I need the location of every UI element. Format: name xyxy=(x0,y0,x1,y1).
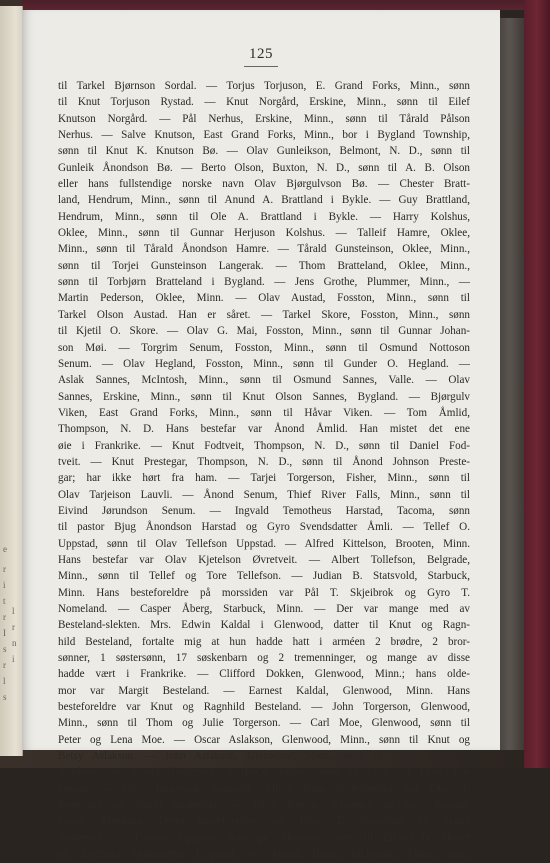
text-line: son Møi. — Torgrim Senum, Fosston, Minn., sønn til Osmund Nottoson xyxy=(58,341,470,354)
text-line: og Ingeborg Vellesdatter Uppstad. — Ånond Helle, McIntosh, Minn., sønn xyxy=(58,848,470,861)
left-margin-char: l xyxy=(3,676,6,686)
left-margin-char: i xyxy=(3,580,6,590)
text-line: sønner, 1 søstersønn, 17 søskenbarn og 2 tremenninger, og mange av disse xyxy=(58,652,470,665)
text-line: Eivind Jørundson Senum. — Ingvald Temotheus Harstad, Tacoma, sønn xyxy=(58,504,470,517)
left-margin-char: e xyxy=(3,544,7,554)
left-margin-char: r xyxy=(3,612,6,622)
text-line: Aslak Sannes, McIntosh, Minn., sønn til Osmund Sannes, Valle. — Olav xyxy=(58,374,470,387)
text-line: besteforeldre var Knut og Ragnhild Besteland. — John Torgerson, Glenwood, xyxy=(58,701,470,714)
page-body-text xyxy=(58,78,470,863)
text-line: Martin Pederson, Oklee, Minn. — Olav Austad, Fosston, Minn., sønn til xyxy=(58,292,470,305)
text-line: land, Hendrum, Minn., sønn til Anund A. Brattland i Bykle. — Guy Brattland, xyxy=(58,194,470,207)
text-line: sønn til Knut K. Knutson Bø. — Olav Gunleikson, Belmont, N. D., sønn til xyxy=(58,145,470,158)
left-margin-char: i xyxy=(12,654,15,664)
text-line: Minn., sønn til Tellef og Tore Tellefson. — Judian B. Statsvold, Starbuck, xyxy=(58,570,470,583)
text-line: Skåmedal. — Gunnar Uppstad, Antelope, Montana, sønn til Eivind N. Hovet xyxy=(58,831,470,844)
text-line: Nomeland. — Casper Åberg, Starbuck, Minn. — Der var mange med av xyxy=(58,603,470,615)
left-margin-char: r xyxy=(3,660,6,670)
text-line: Minn., sønn til Thom og Julie Torgerson. — Carl Moe, Glenwood, sønn til xyxy=(58,717,470,730)
text-line: gerson. — Olav Torgerson, Starbuck, Minn. Hans besteforeldre var Olav T. xyxy=(58,782,470,795)
book-page-block-edge xyxy=(500,18,524,750)
book-top-edge xyxy=(22,0,542,10)
text-line: hadde vært i Frankrike. — Clifford Dokken, Glenwood, Minn.; hans olde- xyxy=(58,668,470,681)
text-line: Besteland og Sigrid Skåmedal. — John, Bennie, Clarence og Guy Ranum, xyxy=(58,799,470,812)
text-line: til pastor Bjug Ånondson Harstad og Gyro Svendsdatter Åmli. — Tellef O. xyxy=(58,521,470,534)
text-line: Nerhus. — Salve Knutson, East Grand Forks, Minn., bor i Bygland Township, xyxy=(58,129,470,142)
left-margin-char: s xyxy=(3,644,7,654)
text-line: Uppstad, sønn til Olav Tellefson Uppstad. — Alfred Kittelson, Brooten, Minn. xyxy=(58,537,470,550)
book-page xyxy=(22,10,500,861)
text-line: tveit. — Knut Prestegar, Thompson, N. D., sønn til Ånond Johnson Preste- xyxy=(58,455,470,468)
text-line: til Knut Torjuson Rystad. — Knut Norgård, Erskine, Minn., sønn til Eilef xyxy=(58,96,470,109)
text-line: Knutson Norgård. — Pål Nerhus, Erskine, Minn., sønn til Tårald Pålson xyxy=(58,112,470,125)
text-line: Hendrum, Minn., sønn til Ole A. Brattland i Bykle. — Harry Kolshus, xyxy=(58,210,470,223)
text-line: Sannes, Erskine, Minn., sønn til Knut Olson Sannes, Bygland. — Bjørgulv xyxy=(58,390,470,403)
text-line: sønn til Torjei Gunsteinson Langerak. — Thom Bratteland, Oklee, Minn., xyxy=(58,259,470,272)
text-line: eller hans fullstendige norske navn Olav Bjørgulvson Bø. — Chester Bratt- xyxy=(58,178,470,191)
left-margin-char: n xyxy=(12,638,17,648)
text-line: Besteland-slekten. Mrs. Edwin Kaldal i Glenwood, datter til Knut og Ragn- xyxy=(58,619,470,632)
text-line: Ismay, Montana. Deres besteforeldre var Olav T. Besteland og Sigrid xyxy=(58,815,470,828)
text-line: Minn., sønn til Tårald Ånondson Hamre. — Tårald Gunsteinson, Oklee, Minn., xyxy=(58,243,470,256)
left-margin-char: t xyxy=(3,596,6,606)
left-margin-char: r xyxy=(12,622,15,632)
text-line: Aslakson. — Georg Torgerson, Starbuck, Minn., sønn til Olav og Lena Tor- xyxy=(58,766,470,779)
text-line: hild Besteland, fortalte mig at hun hadde hatt i arméen 2 brødre, 2 bror- xyxy=(58,635,470,648)
text-line: øie i Frankrike. — Knut Fodtveit, Thompson, N. D., sønn til Daniel Fod- xyxy=(58,439,470,452)
text-line: Betsy Aslakson. — John Aslakson, Glenwood, Minn., sønn til Sigrid og Knut xyxy=(58,750,470,763)
text-line: Minn. Hans besteforeldre på morssiden var Pål T. Skjeibrok og Gyro T. xyxy=(58,586,470,599)
left-margin-char: s xyxy=(3,692,7,702)
text-line: Oklee, Minn., sønn til Gunnar Herjuson Kolshus. — Talleif Hamre, Oklee, xyxy=(58,227,470,240)
text-line: til Tarkel Bjørnson Sordal. — Torjus Torjuson, E. Grand Forks, Minn., sønn xyxy=(58,80,470,92)
page-number: 125 xyxy=(22,46,500,67)
left-page-edge xyxy=(0,6,23,756)
text-line: Peter og Lena Moe. — Oscar Aslakson, Glenwood, Minn., sønn til Knut og xyxy=(58,733,470,746)
text-line: Thompson, N. D. Hans bestefar var Ånond Åmlid. Han mistet det ene xyxy=(58,423,470,436)
text-line: mor var Margit Besteland. — Earnest Kaldal, Glenwood, Minn. Hans xyxy=(58,684,470,697)
text-line: sønn til Torbjørn Bratteland i Bygland. — Jens Grothe, Plummer, Minn., — xyxy=(58,276,470,289)
text-line: Gunleik Ånondson Bø. — Berto Olson, Buxton, N. D., sønn til A. B. Olson xyxy=(58,161,470,174)
text-line: til Kjetil O. Skore. — Olav G. Mai, Fosston, Minn., sønn til Gunnar Johan- xyxy=(58,325,470,338)
text-line: gar; har ikke hørt fra ham. — Tarjei Torgerson, Fisher, Minn., sønn til xyxy=(58,472,470,485)
left-margin-char: r xyxy=(3,564,6,574)
text-line: Tarkel Olson Austad. Han er såret. — Tarkel Skore, Fosston, Minn., sønn xyxy=(58,308,470,321)
left-margin-char: I xyxy=(3,628,6,638)
text-line: Hans bestefar var Olav Kjetelson Øvretveit. — Albert Tollefson, Belgrade, xyxy=(58,553,470,566)
text-line: Senum. — Olav Hegland, Fosston, Minn., sønn til Gunder O. Hegland. — xyxy=(58,357,470,370)
left-margin-char: l xyxy=(12,606,15,616)
text-line: Olav Tarjeison Lauvli. — Ånond Senum, Thief River Falls, Minn., sønn til xyxy=(58,488,470,501)
book-cover-edge xyxy=(524,0,550,768)
text-line: Viken, East Grand Forks, Minn., sønn til Håvar Viken. — Tom Åmlid, xyxy=(58,406,470,419)
